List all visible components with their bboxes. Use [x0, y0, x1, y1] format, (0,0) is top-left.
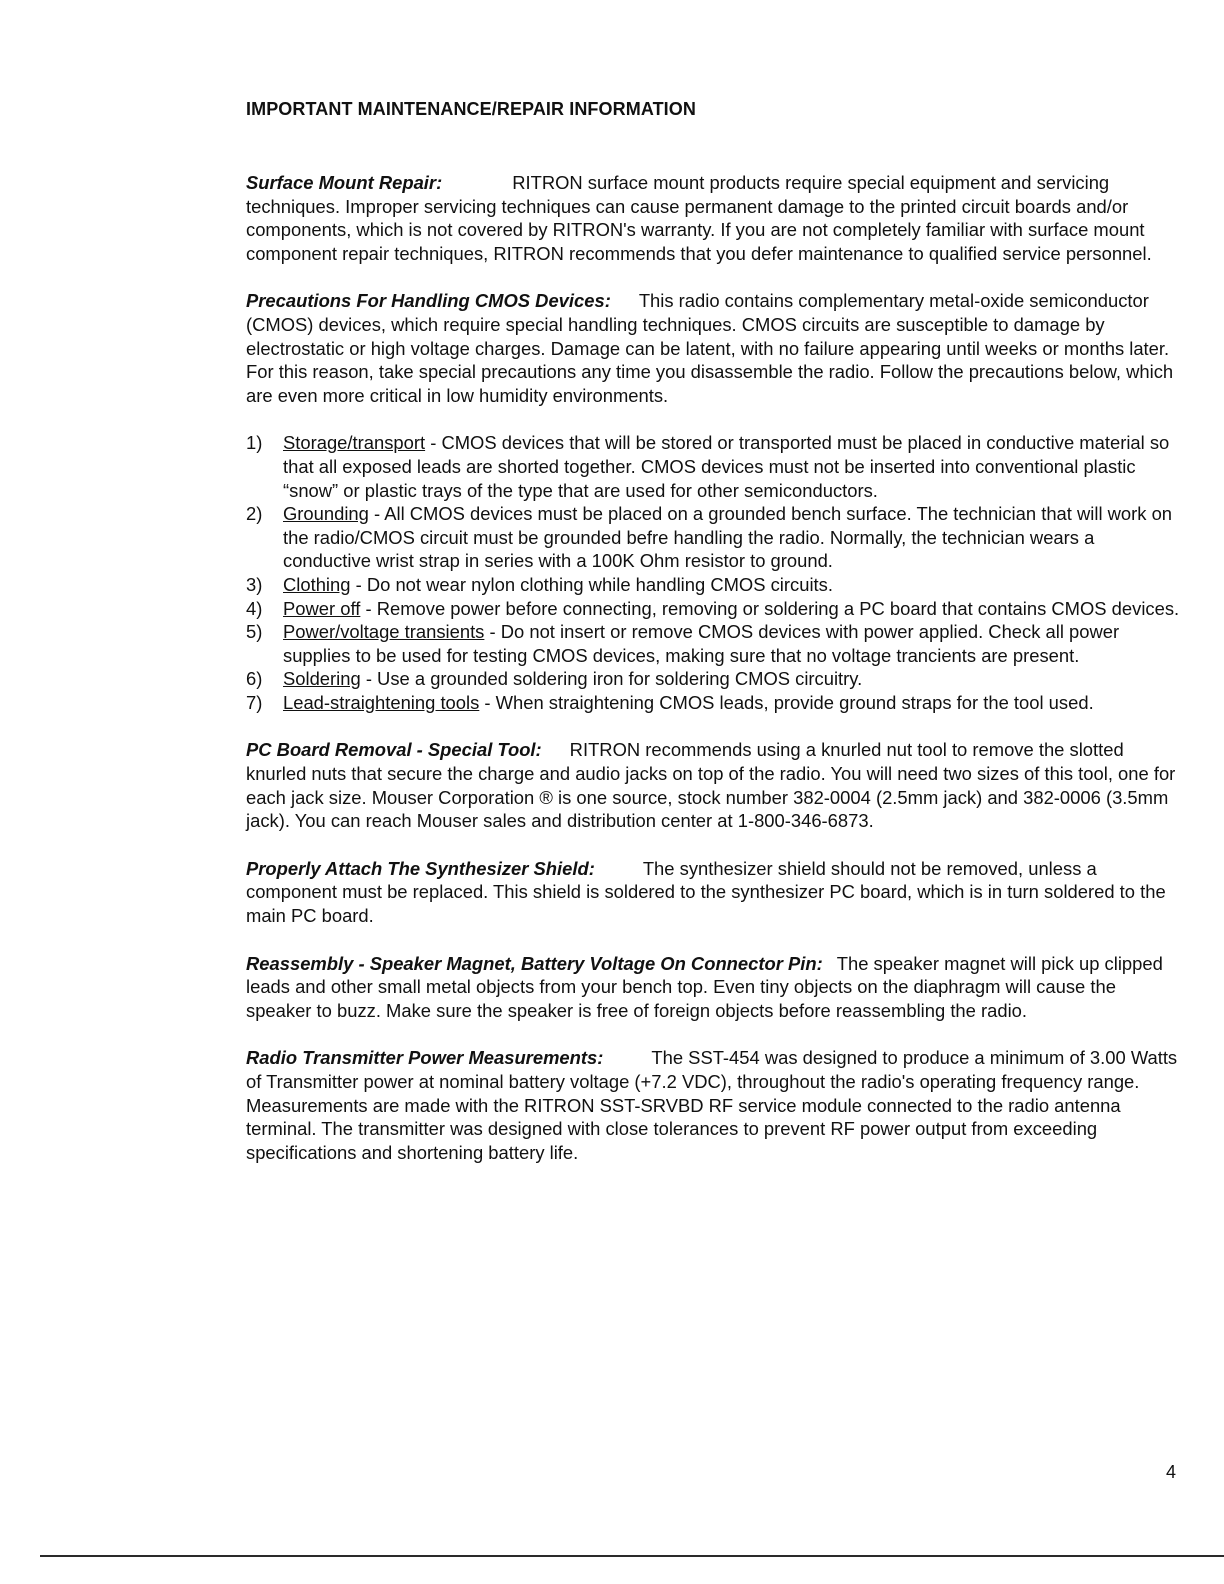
section-reassembly [246, 952, 1181, 1023]
section-label: Radio Transmitter Power Measurements: [246, 1047, 604, 1069]
list-term: Clothing [283, 573, 351, 595]
list-term: Storage/transport [283, 432, 426, 454]
list-item [246, 431, 1181, 502]
list-term: Power off [283, 597, 361, 619]
list-text: - Remove power before connecting, removing or soldering a PC board that contains CMOS devices. [360, 597, 1180, 619]
section-label: PC Board Removal - Special Tool: [246, 739, 542, 761]
list-item [246, 667, 1181, 691]
list-term: Grounding [283, 503, 369, 525]
list-term: Soldering [283, 668, 361, 690]
list-item [246, 620, 1181, 667]
list-number: 3) [246, 573, 263, 595]
section-text: The SST-454 was designed to produce a minimum of 3.00 Watts of Transmitter power at nominal battery voltage (+7.2 VDC), throughout the radio's operating frequency range. Measurements are made with the RITRON SST-SRVBD RF service module connected to the radio antenna terminal. The transmitter was designed with close tolerances to prevent RF power output from exceeding specifications and shortening battery life. [246, 1047, 1178, 1163]
section-surface-mount-repair [246, 171, 1181, 265]
list-item [246, 691, 1181, 715]
page-bottom-divider [40, 1555, 1224, 1557]
list-term: Power/voltage transients [283, 621, 485, 643]
list-text: - All CMOS devices must be placed on a grounded bench surface. The technician that will work on the radio/CMOS circuit must be grounded befre handling the radio. Normally, the technician wears a conductive wrist strap in series with a 100K Ohm resistor to ground. [283, 503, 1173, 572]
section-label: Reassembly - Speaker Magnet, Battery Voltage On Connector Pin: [246, 952, 823, 974]
section-transmitter-power [246, 1046, 1181, 1164]
section-synthesizer-shield [246, 857, 1181, 928]
section-label: Surface Mount Repair: [246, 172, 443, 193]
section-label: Precautions For Handling CMOS Devices: [246, 290, 611, 312]
section-text: RITRON surface mount products require special equipment and servicing techniques. Improper servicing techniques can cause permanent damage to the printed circuit boards and/or components, which is not covered by RITRON's warranty. If you are not completely familiar with surface mount component repair techniques, RITRON recommends that you defer maintenance to qualified service personnel. [246, 172, 1152, 264]
list-number: 5) [246, 621, 263, 643]
list-text: - Do not insert or remove CMOS devices with power applied. Check all power supplies to be used for testing CMOS devices, making sure that no voltage trancients are present. [283, 621, 1120, 666]
list-term: Lead-straightening tools [283, 691, 480, 713]
list-item [246, 597, 1181, 621]
section-pc-board-removal [246, 738, 1181, 832]
list-number: 4) [246, 597, 263, 619]
document-body [246, 171, 1181, 1188]
list-item [246, 502, 1181, 573]
list-item [246, 573, 1181, 597]
list-text: - Do not wear nylon clothing while handling CMOS circuits. [350, 573, 833, 595]
list-text: - When straightening CMOS leads, provide ground straps for the tool used. [479, 691, 1094, 713]
list-number: 2) [246, 503, 263, 525]
section-cmos-precautions [246, 289, 1181, 407]
section-text: The synthesizer shield should not be removed, unless a component must be replaced. This shield is soldered to the synthesizer PC board, which is in turn soldered to the main PC board. [246, 857, 1166, 927]
section-text: RITRON recommends using a knurled nut tool to remove the slotted knurled nuts that secure the charge and audio jacks on top of the radio. You will need two sizes of this tool, one for each jack size. Mouser Corporation ® is one source, stock number 382-0004 (2.5mm jack) and 382-0006 (3.5mm jack). You can reach Mouser sales and distribution center at 1-800-346-6873. [246, 739, 1176, 832]
list-number: 6) [246, 668, 263, 690]
section-text: The speaker magnet will pick up clipped leads and other small metal objects from your bench top. Even tiny objects on the diaphragm will cause the speaker to buzz. Make sure the speaker is free of foreign objects before reassembling the radio. [246, 952, 1163, 1021]
section-text: This radio contains complementary metal-oxide semiconductor (CMOS) devices, which require special handling techniques. CMOS circuits are susceptible to damage by electrostatic or high voltage charges. Damage can be latent, with no failure appearing until weeks or months later. For this reason, take special precautions any time you disassemble the radio. Follow the precautions below, which are even more critical in low humidity environments. [246, 290, 1174, 406]
page-number: 4 [1166, 1462, 1177, 1482]
list-number: 7) [246, 691, 263, 713]
list-number: 1) [246, 432, 263, 454]
list-text: - Use a grounded soldering iron for soldering CMOS circuitry. [360, 668, 863, 690]
precautions-list [246, 431, 1181, 714]
list-text: - CMOS devices that will be stored or transported must be placed in conductive material so that all exposed leads are shorted together. CMOS devices must not be inserted into conventional plastic “snow” or plastic trays of the type that are used for other semiconductors. [283, 432, 1170, 501]
page-heading: IMPORTANT MAINTENANCE/REPAIR INFORMATION [246, 99, 696, 119]
section-label: Properly Attach The Synthesizer Shield: [246, 857, 595, 879]
